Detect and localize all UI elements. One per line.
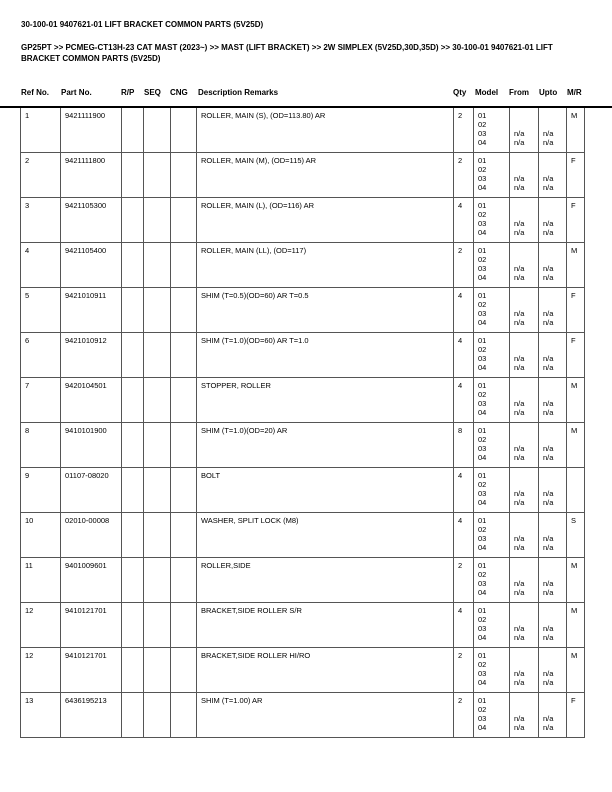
- from-value: n/a: [514, 264, 525, 273]
- rp-cell: [121, 513, 143, 557]
- rp-cell: [121, 423, 143, 467]
- upto-cell: [538, 603, 566, 647]
- from-value: n/a: [514, 129, 525, 138]
- qty: 4: [453, 513, 473, 557]
- model-list: [473, 603, 509, 647]
- ref-no: 11: [20, 558, 60, 602]
- seq-cell: [143, 333, 170, 377]
- mr: M: [566, 243, 585, 287]
- part-no: 9410101900: [60, 423, 121, 467]
- model-code: 04: [478, 633, 487, 642]
- table-row: [20, 378, 585, 423]
- part-no: 9421111900: [60, 108, 121, 152]
- part-no: 9421010912: [60, 333, 121, 377]
- mr: M: [566, 558, 585, 602]
- description: BRACKET,SIDE ROLLER S/R: [196, 603, 453, 647]
- model-code: 02: [478, 525, 487, 534]
- model-code: 04: [478, 588, 487, 597]
- table-row: [20, 603, 585, 648]
- from-value: n/a: [514, 138, 525, 147]
- description: ROLLER,SIDE: [196, 558, 453, 602]
- table-row: [20, 513, 585, 558]
- rp-cell: [121, 243, 143, 287]
- upto-value: n/a: [543, 624, 554, 633]
- mr: [566, 468, 585, 512]
- qty: 8: [453, 423, 473, 467]
- from-value: n/a: [514, 399, 525, 408]
- model-code: 04: [478, 318, 487, 327]
- mr: M: [566, 423, 585, 467]
- seq-cell: [143, 153, 170, 197]
- rp-cell: [121, 333, 143, 377]
- model-code: 04: [478, 138, 487, 147]
- ref-no: 4: [20, 243, 60, 287]
- description: ROLLER, MAIN (M), (OD=115) AR: [196, 153, 453, 197]
- upto-cell: [538, 558, 566, 602]
- model-code: 04: [478, 453, 487, 462]
- rp-cell: [121, 648, 143, 692]
- model-code: 04: [478, 228, 487, 237]
- model-code: 02: [478, 120, 487, 129]
- table-row: [20, 108, 585, 153]
- from-value: n/a: [514, 354, 525, 363]
- upto-cell: [538, 333, 566, 377]
- qty: 2: [453, 153, 473, 197]
- ref-no: 10: [20, 513, 60, 557]
- from-cell: [509, 243, 538, 287]
- qty: 4: [453, 288, 473, 332]
- model-code: 01: [478, 156, 487, 165]
- from-value: n/a: [514, 534, 525, 543]
- header-rp: R/P: [121, 88, 135, 97]
- from-value: n/a: [514, 273, 525, 282]
- header-mr: M/R: [567, 88, 582, 97]
- model-code: 03: [478, 219, 487, 228]
- from-value: n/a: [514, 588, 525, 597]
- upto-value: n/a: [543, 318, 554, 327]
- from-value: n/a: [514, 444, 525, 453]
- mr: F: [566, 198, 585, 242]
- upto-value: n/a: [543, 363, 554, 372]
- ref-no: 12: [20, 648, 60, 692]
- table-row: [20, 693, 585, 738]
- from-value: n/a: [514, 183, 525, 192]
- from-cell: [509, 513, 538, 557]
- description: ROLLER, MAIN (LL), (OD=117): [196, 243, 453, 287]
- ref-no: 12: [20, 603, 60, 647]
- header-model: Model: [475, 88, 499, 97]
- upto-value: n/a: [543, 273, 554, 282]
- table-row: [20, 468, 585, 513]
- header-cng: CNG: [170, 88, 188, 97]
- model-list: [473, 243, 509, 287]
- upto-value: n/a: [543, 408, 554, 417]
- from-cell: [509, 648, 538, 692]
- from-cell: [509, 198, 538, 242]
- mr: M: [566, 603, 585, 647]
- from-cell: [509, 378, 538, 422]
- model-code: 01: [478, 471, 487, 480]
- model-code: 03: [478, 354, 487, 363]
- upto-cell: [538, 648, 566, 692]
- rp-cell: [121, 198, 143, 242]
- seq-cell: [143, 378, 170, 422]
- from-cell: [509, 558, 538, 602]
- part-no: 9421111800: [60, 153, 121, 197]
- mr: M: [566, 648, 585, 692]
- upto-value: n/a: [543, 228, 554, 237]
- description: BOLT: [196, 468, 453, 512]
- model-code: 01: [478, 246, 487, 255]
- seq-cell: [143, 288, 170, 332]
- header-seq: SEQ: [144, 88, 161, 97]
- header-upto: Upto: [539, 88, 558, 97]
- rp-cell: [121, 558, 143, 602]
- rp-cell: [121, 288, 143, 332]
- from-value: n/a: [514, 624, 525, 633]
- rp-cell: [121, 108, 143, 152]
- part-no: 9401009601: [60, 558, 121, 602]
- seq-cell: [143, 558, 170, 602]
- model-code: 04: [478, 678, 487, 687]
- model-code: 02: [478, 570, 487, 579]
- model-code: 02: [478, 435, 487, 444]
- ref-no: 13: [20, 693, 60, 737]
- upto-value: n/a: [543, 489, 554, 498]
- part-no: 02010-00008: [60, 513, 121, 557]
- model-list: [473, 108, 509, 152]
- upto-cell: [538, 198, 566, 242]
- cng-cell: [170, 153, 196, 197]
- model-code: 03: [478, 624, 487, 633]
- cng-cell: [170, 108, 196, 152]
- upto-value: n/a: [543, 174, 554, 183]
- model-code: 03: [478, 174, 487, 183]
- model-list: [473, 378, 509, 422]
- upto-value: n/a: [543, 219, 554, 228]
- upto-value: n/a: [543, 543, 554, 552]
- upto-cell: [538, 378, 566, 422]
- upto-cell: [538, 423, 566, 467]
- from-value: n/a: [514, 543, 525, 552]
- upto-value: n/a: [543, 579, 554, 588]
- upto-value: n/a: [543, 714, 554, 723]
- part-no: 9421105300: [60, 198, 121, 242]
- model-code: 04: [478, 363, 487, 372]
- from-cell: [509, 288, 538, 332]
- qty: 4: [453, 333, 473, 377]
- qty: 2: [453, 693, 473, 737]
- from-value: n/a: [514, 498, 525, 507]
- from-value: n/a: [514, 453, 525, 462]
- upto-value: n/a: [543, 588, 554, 597]
- qty: 2: [453, 558, 473, 602]
- model-code: 03: [478, 669, 487, 678]
- model-list: [473, 693, 509, 737]
- model-code: 01: [478, 651, 487, 660]
- ref-no: 7: [20, 378, 60, 422]
- ref-no: 5: [20, 288, 60, 332]
- from-value: n/a: [514, 489, 525, 498]
- header-desc: Description Remarks: [198, 88, 279, 97]
- cng-cell: [170, 288, 196, 332]
- breadcrumb: GP25PT >> PCMEG-CT13H-23 CAT MAST (2023~) >> MAST (LIFT BRACKET) >> 2W SIMPLEX (5V25D,30D,35D) >> 30-100-01 9407621-01 LIFT BRACKET COMMON PARTS (5V25D): [21, 43, 553, 63]
- header-ref: Ref No.: [21, 88, 49, 97]
- rp-cell: [121, 603, 143, 647]
- model-code: 03: [478, 309, 487, 318]
- upto-value: n/a: [543, 633, 554, 642]
- mr: F: [566, 153, 585, 197]
- model-code: 03: [478, 264, 487, 273]
- mr: F: [566, 693, 585, 737]
- description: ROLLER, MAIN (L), (OD=116) AR: [196, 198, 453, 242]
- seq-cell: [143, 513, 170, 557]
- upto-value: n/a: [543, 129, 554, 138]
- seq-cell: [143, 198, 170, 242]
- model-list: [473, 153, 509, 197]
- ref-no: 8: [20, 423, 60, 467]
- from-cell: [509, 468, 538, 512]
- cng-cell: [170, 378, 196, 422]
- seq-cell: [143, 243, 170, 287]
- mr: F: [566, 288, 585, 332]
- upto-value: n/a: [543, 264, 554, 273]
- cng-cell: [170, 693, 196, 737]
- upto-value: n/a: [543, 183, 554, 192]
- model-code: 01: [478, 561, 487, 570]
- from-cell: [509, 108, 538, 152]
- part-no: 9421010911: [60, 288, 121, 332]
- description: ROLLER, MAIN (S), (OD=113.80) AR: [196, 108, 453, 152]
- cng-cell: [170, 648, 196, 692]
- model-code: 02: [478, 165, 487, 174]
- table-row: [20, 243, 585, 288]
- qty: 4: [453, 378, 473, 422]
- page-title: 30-100-01 9407621-01 LIFT BRACKET COMMON PARTS (5V25D): [21, 20, 264, 29]
- table-row: [20, 288, 585, 333]
- model-code: 01: [478, 291, 487, 300]
- from-value: n/a: [514, 408, 525, 417]
- from-cell: [509, 423, 538, 467]
- part-no: 9410121701: [60, 603, 121, 647]
- model-code: 03: [478, 579, 487, 588]
- model-code: 01: [478, 336, 487, 345]
- part-no: 6436195213: [60, 693, 121, 737]
- mr: M: [566, 378, 585, 422]
- ref-no: 2: [20, 153, 60, 197]
- mr: S: [566, 513, 585, 557]
- model-code: 02: [478, 255, 487, 264]
- description: SHIM (T=1.0)(OD=60) AR T=1.0: [196, 333, 453, 377]
- seq-cell: [143, 693, 170, 737]
- from-cell: [509, 603, 538, 647]
- from-value: n/a: [514, 714, 525, 723]
- model-code: 03: [478, 129, 487, 138]
- model-code: 04: [478, 183, 487, 192]
- upto-value: n/a: [543, 498, 554, 507]
- rp-cell: [121, 378, 143, 422]
- from-value: n/a: [514, 363, 525, 372]
- model-code: 01: [478, 111, 487, 120]
- model-code: 01: [478, 606, 487, 615]
- cng-cell: [170, 513, 196, 557]
- cng-cell: [170, 603, 196, 647]
- seq-cell: [143, 603, 170, 647]
- table-row: [20, 423, 585, 468]
- upto-value: n/a: [543, 444, 554, 453]
- model-list: [473, 558, 509, 602]
- header-qty: Qty: [453, 88, 467, 97]
- model-code: 02: [478, 705, 487, 714]
- qty: 4: [453, 603, 473, 647]
- upto-value: n/a: [543, 309, 554, 318]
- model-list: [473, 288, 509, 332]
- upto-value: n/a: [543, 723, 554, 732]
- model-code: 01: [478, 516, 487, 525]
- from-value: n/a: [514, 669, 525, 678]
- cng-cell: [170, 333, 196, 377]
- model-list: [473, 648, 509, 692]
- model-code: 04: [478, 723, 487, 732]
- from-cell: [509, 693, 538, 737]
- upto-value: n/a: [543, 399, 554, 408]
- model-code: 03: [478, 534, 487, 543]
- qty: 4: [453, 468, 473, 512]
- table-row: [20, 333, 585, 378]
- model-code: 02: [478, 345, 487, 354]
- model-code: 02: [478, 210, 487, 219]
- part-no: 9421105400: [60, 243, 121, 287]
- model-code: 03: [478, 489, 487, 498]
- table-row: [20, 558, 585, 603]
- cng-cell: [170, 558, 196, 602]
- upto-cell: [538, 288, 566, 332]
- model-code: 02: [478, 615, 487, 624]
- seq-cell: [143, 108, 170, 152]
- description: SHIM (T=0.5)(OD=60) AR T=0.5: [196, 288, 453, 332]
- upto-value: n/a: [543, 534, 554, 543]
- from-value: n/a: [514, 678, 525, 687]
- from-value: n/a: [514, 633, 525, 642]
- upto-value: n/a: [543, 354, 554, 363]
- rp-cell: [121, 468, 143, 512]
- rp-cell: [121, 693, 143, 737]
- from-cell: [509, 333, 538, 377]
- upto-value: n/a: [543, 453, 554, 462]
- description: SHIM (T=1.0)(OD=20) AR: [196, 423, 453, 467]
- qty: 4: [453, 198, 473, 242]
- model-code: 01: [478, 696, 487, 705]
- ref-no: 3: [20, 198, 60, 242]
- table-header: [0, 88, 612, 100]
- model-code: 03: [478, 444, 487, 453]
- mr: M: [566, 108, 585, 152]
- seq-cell: [143, 423, 170, 467]
- from-cell: [509, 153, 538, 197]
- model-list: [473, 423, 509, 467]
- cng-cell: [170, 243, 196, 287]
- from-value: n/a: [514, 723, 525, 732]
- table-row: [20, 198, 585, 243]
- from-value: n/a: [514, 318, 525, 327]
- model-code: 04: [478, 498, 487, 507]
- description: BRACKET,SIDE ROLLER HI/RO: [196, 648, 453, 692]
- upto-value: n/a: [543, 678, 554, 687]
- qty: 2: [453, 108, 473, 152]
- cng-cell: [170, 423, 196, 467]
- from-value: n/a: [514, 219, 525, 228]
- cng-cell: [170, 198, 196, 242]
- description: STOPPER, ROLLER: [196, 378, 453, 422]
- model-code: 01: [478, 426, 487, 435]
- ref-no: 9: [20, 468, 60, 512]
- qty: 2: [453, 243, 473, 287]
- cng-cell: [170, 468, 196, 512]
- upto-value: n/a: [543, 138, 554, 147]
- description: WASHER, SPLIT LOCK (M8): [196, 513, 453, 557]
- from-value: n/a: [514, 579, 525, 588]
- upto-cell: [538, 513, 566, 557]
- model-code: 04: [478, 543, 487, 552]
- model-code: 04: [478, 408, 487, 417]
- part-no: 01107-08020: [60, 468, 121, 512]
- model-code: 02: [478, 390, 487, 399]
- header-from: From: [509, 88, 529, 97]
- seq-cell: [143, 648, 170, 692]
- upto-cell: [538, 108, 566, 152]
- ref-no: 6: [20, 333, 60, 377]
- upto-cell: [538, 153, 566, 197]
- ref-no: 1: [20, 108, 60, 152]
- part-no: 9410121701: [60, 648, 121, 692]
- model-list: [473, 333, 509, 377]
- model-code: 03: [478, 714, 487, 723]
- mr: F: [566, 333, 585, 377]
- model-list: [473, 198, 509, 242]
- model-code: 01: [478, 381, 487, 390]
- upto-cell: [538, 693, 566, 737]
- header-part: Part No.: [61, 88, 92, 97]
- upto-cell: [538, 468, 566, 512]
- from-value: n/a: [514, 228, 525, 237]
- model-code: 01: [478, 201, 487, 210]
- upto-value: n/a: [543, 669, 554, 678]
- qty: 2: [453, 648, 473, 692]
- model-code: 02: [478, 660, 487, 669]
- model-code: 02: [478, 480, 487, 489]
- upto-cell: [538, 243, 566, 287]
- table-row: [20, 153, 585, 198]
- part-no: 9420104501: [60, 378, 121, 422]
- model-code: 02: [478, 300, 487, 309]
- table-row: [20, 648, 585, 693]
- seq-cell: [143, 468, 170, 512]
- description: SHIM (T=1.00) AR: [196, 693, 453, 737]
- rp-cell: [121, 153, 143, 197]
- model-code: 04: [478, 273, 487, 282]
- model-code: 03: [478, 399, 487, 408]
- from-value: n/a: [514, 174, 525, 183]
- from-value: n/a: [514, 309, 525, 318]
- model-list: [473, 468, 509, 512]
- model-list: [473, 513, 509, 557]
